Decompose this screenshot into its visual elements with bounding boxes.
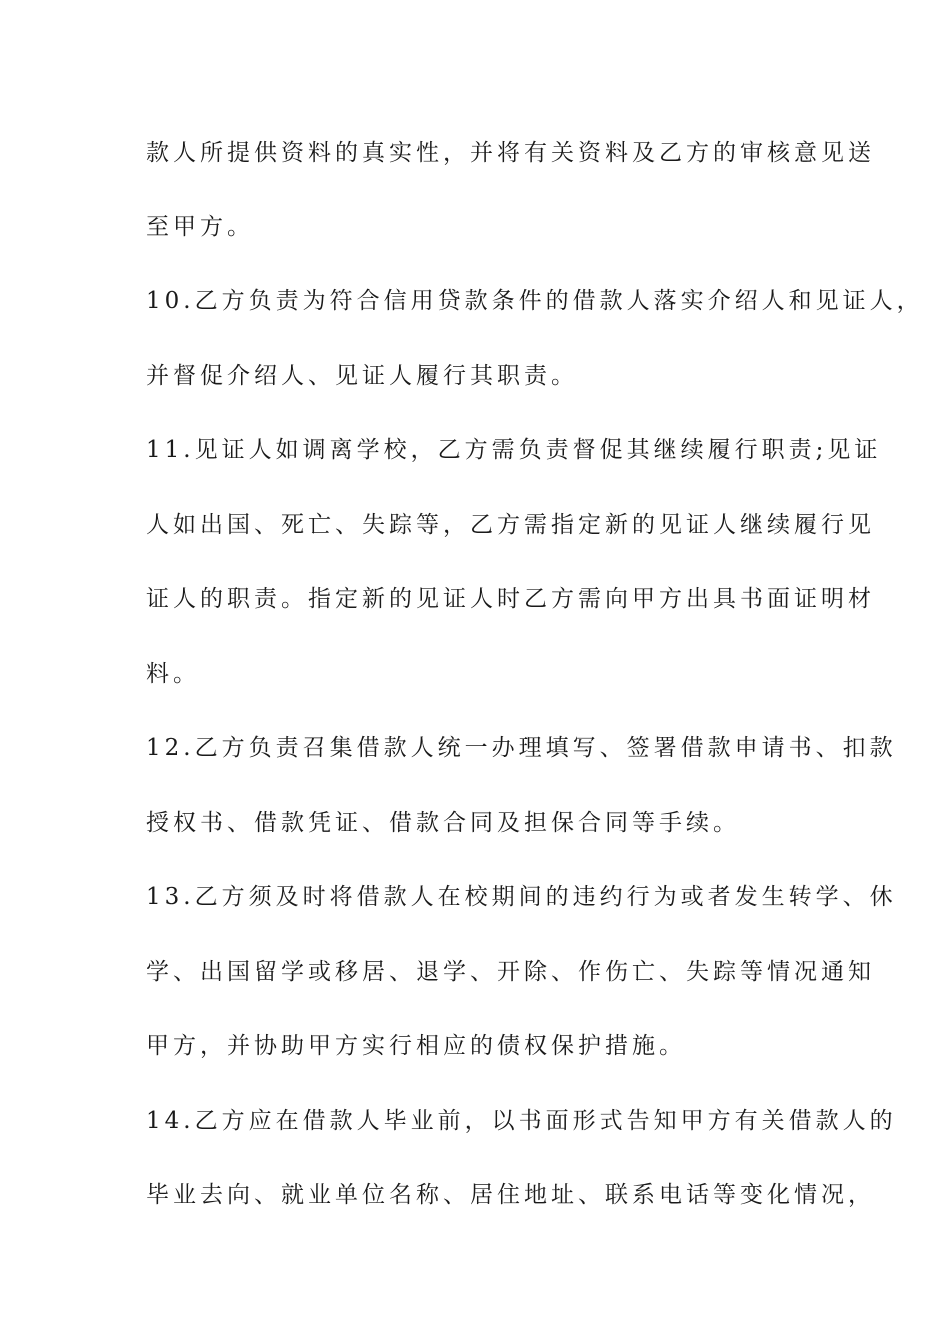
text-line: 甲方，并协助甲方实行相应的债权保护措施。 <box>146 1033 686 1059</box>
text-line: 10.乙方负责为符合信用贷款条件的借款人落实介绍人和见证人， <box>146 288 924 314</box>
text-line: 并督促介绍人、见证人履行其职责。 <box>146 363 578 389</box>
text-line: 授权书、借款凭证、借款合同及担保合同等手续。 <box>146 810 740 836</box>
text-line: 料。 <box>146 661 200 687</box>
text-line: 证人的职责。指定新的见证人时乙方需向甲方出具书面证明材 <box>146 586 875 612</box>
text-line: 12.乙方负责召集借款人统一办理填写、签署借款申请书、扣款 <box>146 735 897 761</box>
text-line: 11.见证人如调离学校，乙方需负责督促其继续履行职责;见证 <box>146 437 882 463</box>
text-line: 14.乙方应在借款人毕业前，以书面形式告知甲方有关借款人的 <box>146 1108 897 1134</box>
text-line: 学、出国留学或移居、退学、开除、作伤亡、失踪等情况通知 <box>146 959 875 985</box>
text-line: 人如出国、死亡、失踪等，乙方需指定新的见证人继续履行见 <box>146 512 875 538</box>
text-line: 毕业去向、就业单位名称、居住地址、联系电话等变化情况， <box>146 1182 875 1208</box>
text-line: 款人所提供资料的真实性，并将有关资料及乙方的审核意见送 <box>146 140 875 166</box>
text-line: 至甲方。 <box>146 214 254 240</box>
text-line: 13.乙方须及时将借款人在校期间的违约行为或者发生转学、休 <box>146 884 897 910</box>
